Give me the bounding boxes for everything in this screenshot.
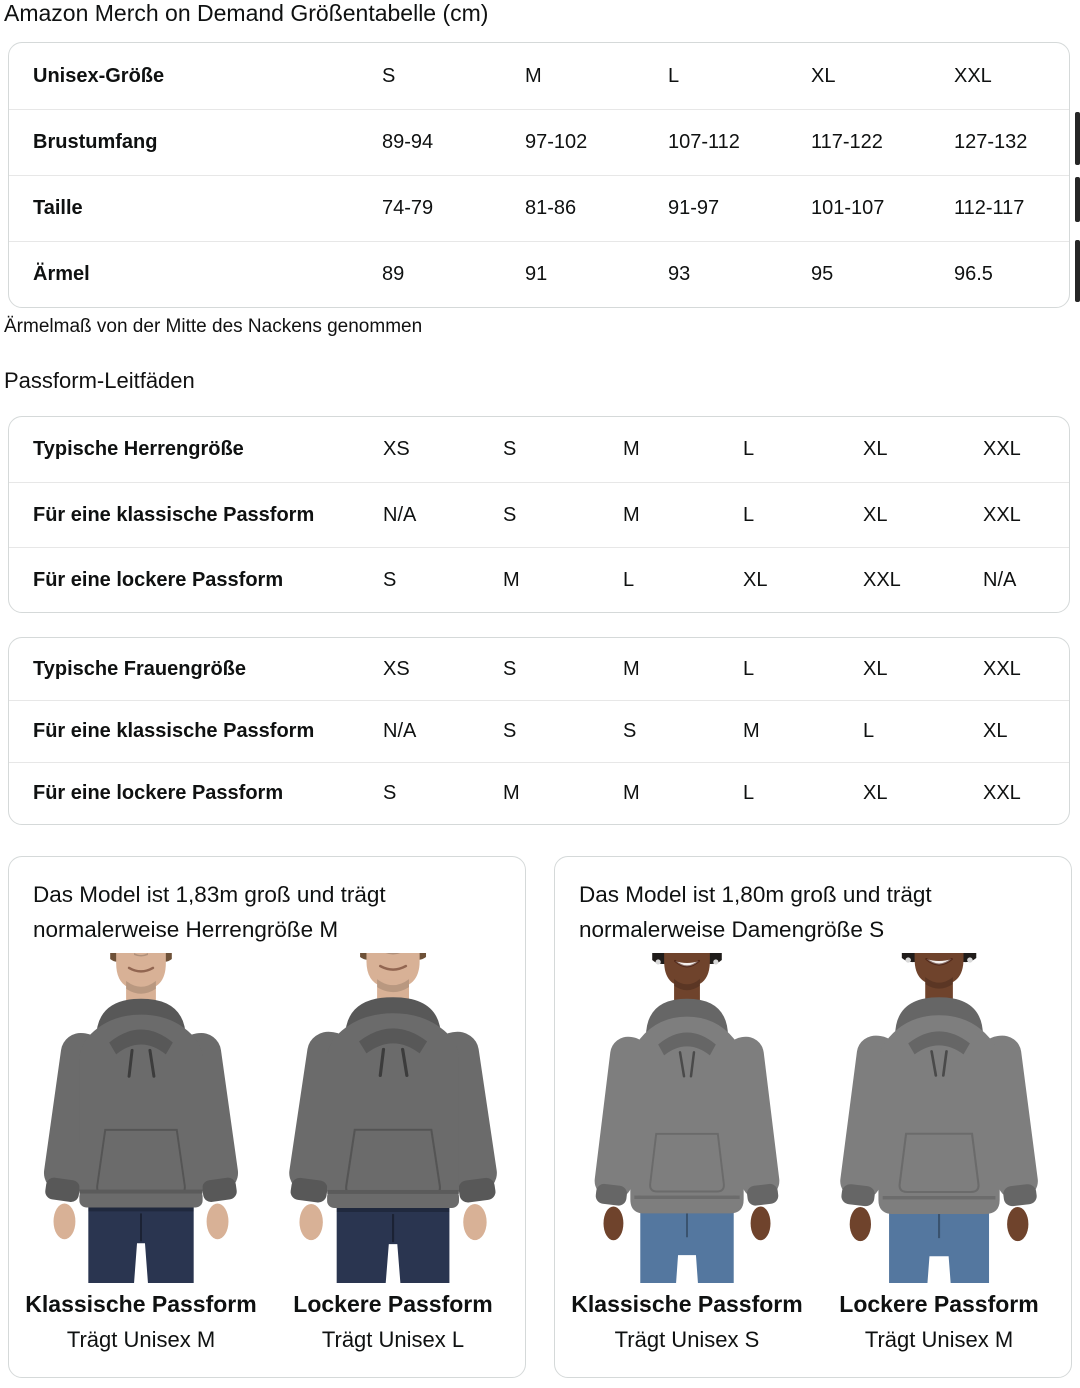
model-description: Das Model ist 1,80m groß und trägt normalerweise Damengröße S	[579, 882, 932, 942]
table-cell: L	[743, 503, 755, 526]
model-figure-loose	[813, 953, 1065, 1353]
table-cell: XS	[383, 657, 410, 680]
page-title: Amazon Merch on Demand Größentabelle (cm)	[4, 0, 489, 26]
model-figure-loose	[267, 953, 519, 1353]
row-label: Typische Frauengröße	[33, 657, 247, 680]
table-cell: M	[623, 438, 640, 460]
row-label: Typische Herrengröße	[33, 438, 244, 460]
model-figure-classic	[15, 953, 267, 1353]
table-cell: 81-86	[525, 197, 577, 219]
table-cell: 89-94	[382, 131, 434, 153]
table-cell: S	[503, 657, 517, 680]
scrollbar-artifact	[1075, 177, 1080, 222]
table-cell: XXL	[983, 782, 1021, 804]
table-row	[9, 700, 1069, 762]
size-label: Trägt Unisex S	[614, 1327, 760, 1352]
table-cell: S	[623, 720, 637, 742]
table-row	[9, 547, 1069, 612]
table-row	[9, 241, 1069, 307]
fit-guides-heading: Passform-Leitfäden	[4, 368, 195, 393]
size-table	[8, 42, 1070, 308]
table-row	[9, 762, 1069, 824]
table-row	[9, 175, 1069, 241]
table-cell: L	[623, 568, 635, 591]
model-photo-loose-fit	[819, 953, 1059, 1283]
row-label: Taille	[33, 197, 83, 219]
column-header: XXL	[954, 64, 992, 87]
table-cell: XS	[383, 438, 410, 460]
scrollbar-artifact	[1075, 240, 1080, 302]
table-cell: XL	[863, 782, 888, 804]
row-label: Für eine lockere Passform	[33, 568, 284, 591]
fit-label: Lockere Passform	[839, 1291, 1039, 1317]
table-cell: 91	[525, 263, 548, 285]
table-cell: N/A	[983, 568, 1017, 591]
size-label: Trägt Unisex M	[66, 1327, 216, 1352]
fit-table-women	[8, 637, 1070, 825]
model-figure-classic	[561, 953, 813, 1353]
table-row	[9, 482, 1069, 547]
table-cell: N/A	[383, 503, 417, 526]
fit-table-men	[8, 416, 1070, 613]
table-cell: 117-122	[811, 131, 883, 153]
size-label: Trägt Unisex M	[864, 1327, 1014, 1352]
table-cell: S	[383, 782, 397, 804]
table-cell: L	[743, 782, 755, 804]
table-cell: XL	[863, 438, 888, 460]
sleeve-measure-note: Ärmelmaß von der Mitte des Nackens genommen	[4, 316, 423, 337]
table-cell: XL	[863, 657, 888, 680]
table-cell: XL	[983, 720, 1008, 742]
row-label: Für eine klassische Passform	[33, 720, 315, 742]
table-cell: XL	[863, 503, 888, 526]
table-cell: 127-132	[954, 131, 1028, 153]
table-cell: S	[503, 720, 517, 742]
table-cell: L	[743, 657, 755, 680]
row-label: Für eine lockere Passform	[33, 782, 284, 804]
scrollbar-artifact	[1075, 112, 1080, 165]
fit-label: Lockere Passform	[293, 1291, 493, 1317]
model-figures	[555, 947, 1071, 1353]
table-cell: L	[743, 438, 755, 460]
row-label: Für eine klassische Passform	[33, 503, 315, 526]
table-cell: M	[623, 657, 640, 680]
table-cell: S	[383, 568, 397, 591]
table-cell: 93	[668, 263, 691, 285]
table-cell: M	[743, 720, 760, 742]
table-cell: 89	[382, 263, 405, 285]
table-row	[9, 43, 1069, 109]
row-label: Brustumfang	[33, 131, 158, 153]
table-cell: XL	[743, 568, 768, 591]
column-header: XL	[811, 64, 836, 87]
table-cell: M	[503, 568, 520, 591]
table-cell: XXL	[983, 657, 1021, 680]
table-cell: XXL	[863, 568, 901, 591]
model-photo-loose-fit	[273, 953, 513, 1283]
column-header: S	[382, 64, 396, 87]
column-header: M	[525, 64, 542, 87]
table-cell: N/A	[383, 720, 417, 742]
model-description: Das Model ist 1,83m groß und trägt normalerweise Herrengröße M	[33, 882, 386, 942]
size-label: Trägt Unisex L	[321, 1327, 465, 1352]
model-card-women	[554, 856, 1072, 1378]
table-cell: XXL	[983, 438, 1021, 460]
table-cell: S	[503, 438, 517, 460]
row-label: Ärmel	[33, 263, 90, 285]
table-cell: S	[503, 503, 517, 526]
table-cell: 95	[811, 263, 834, 285]
model-photo-classic-fit	[567, 953, 807, 1283]
table-cell: L	[863, 720, 875, 742]
table-row	[9, 109, 1069, 175]
fit-label: Klassische Passform	[25, 1291, 257, 1317]
fit-label: Klassische Passform	[571, 1291, 803, 1317]
table-cell: M	[503, 782, 520, 804]
table-cell: XXL	[983, 503, 1021, 526]
table-cell: 74-79	[382, 197, 434, 219]
table-row	[9, 638, 1069, 700]
table-cell: M	[623, 782, 640, 804]
table-cell: 97-102	[525, 131, 588, 153]
model-photo-classic-fit	[21, 953, 261, 1283]
model-card-men	[8, 856, 526, 1378]
table-cell: 96.5	[954, 263, 993, 285]
table-cell: 112-117	[954, 197, 1025, 219]
row-label: Unisex-Größe	[33, 64, 165, 87]
table-row	[9, 417, 1069, 482]
table-cell: M	[623, 503, 640, 526]
table-cell: 91-97	[668, 197, 720, 219]
model-figures	[9, 947, 525, 1353]
table-cell: 101-107	[811, 197, 885, 219]
column-header: L	[668, 64, 680, 87]
table-cell: 107-112	[668, 131, 740, 153]
